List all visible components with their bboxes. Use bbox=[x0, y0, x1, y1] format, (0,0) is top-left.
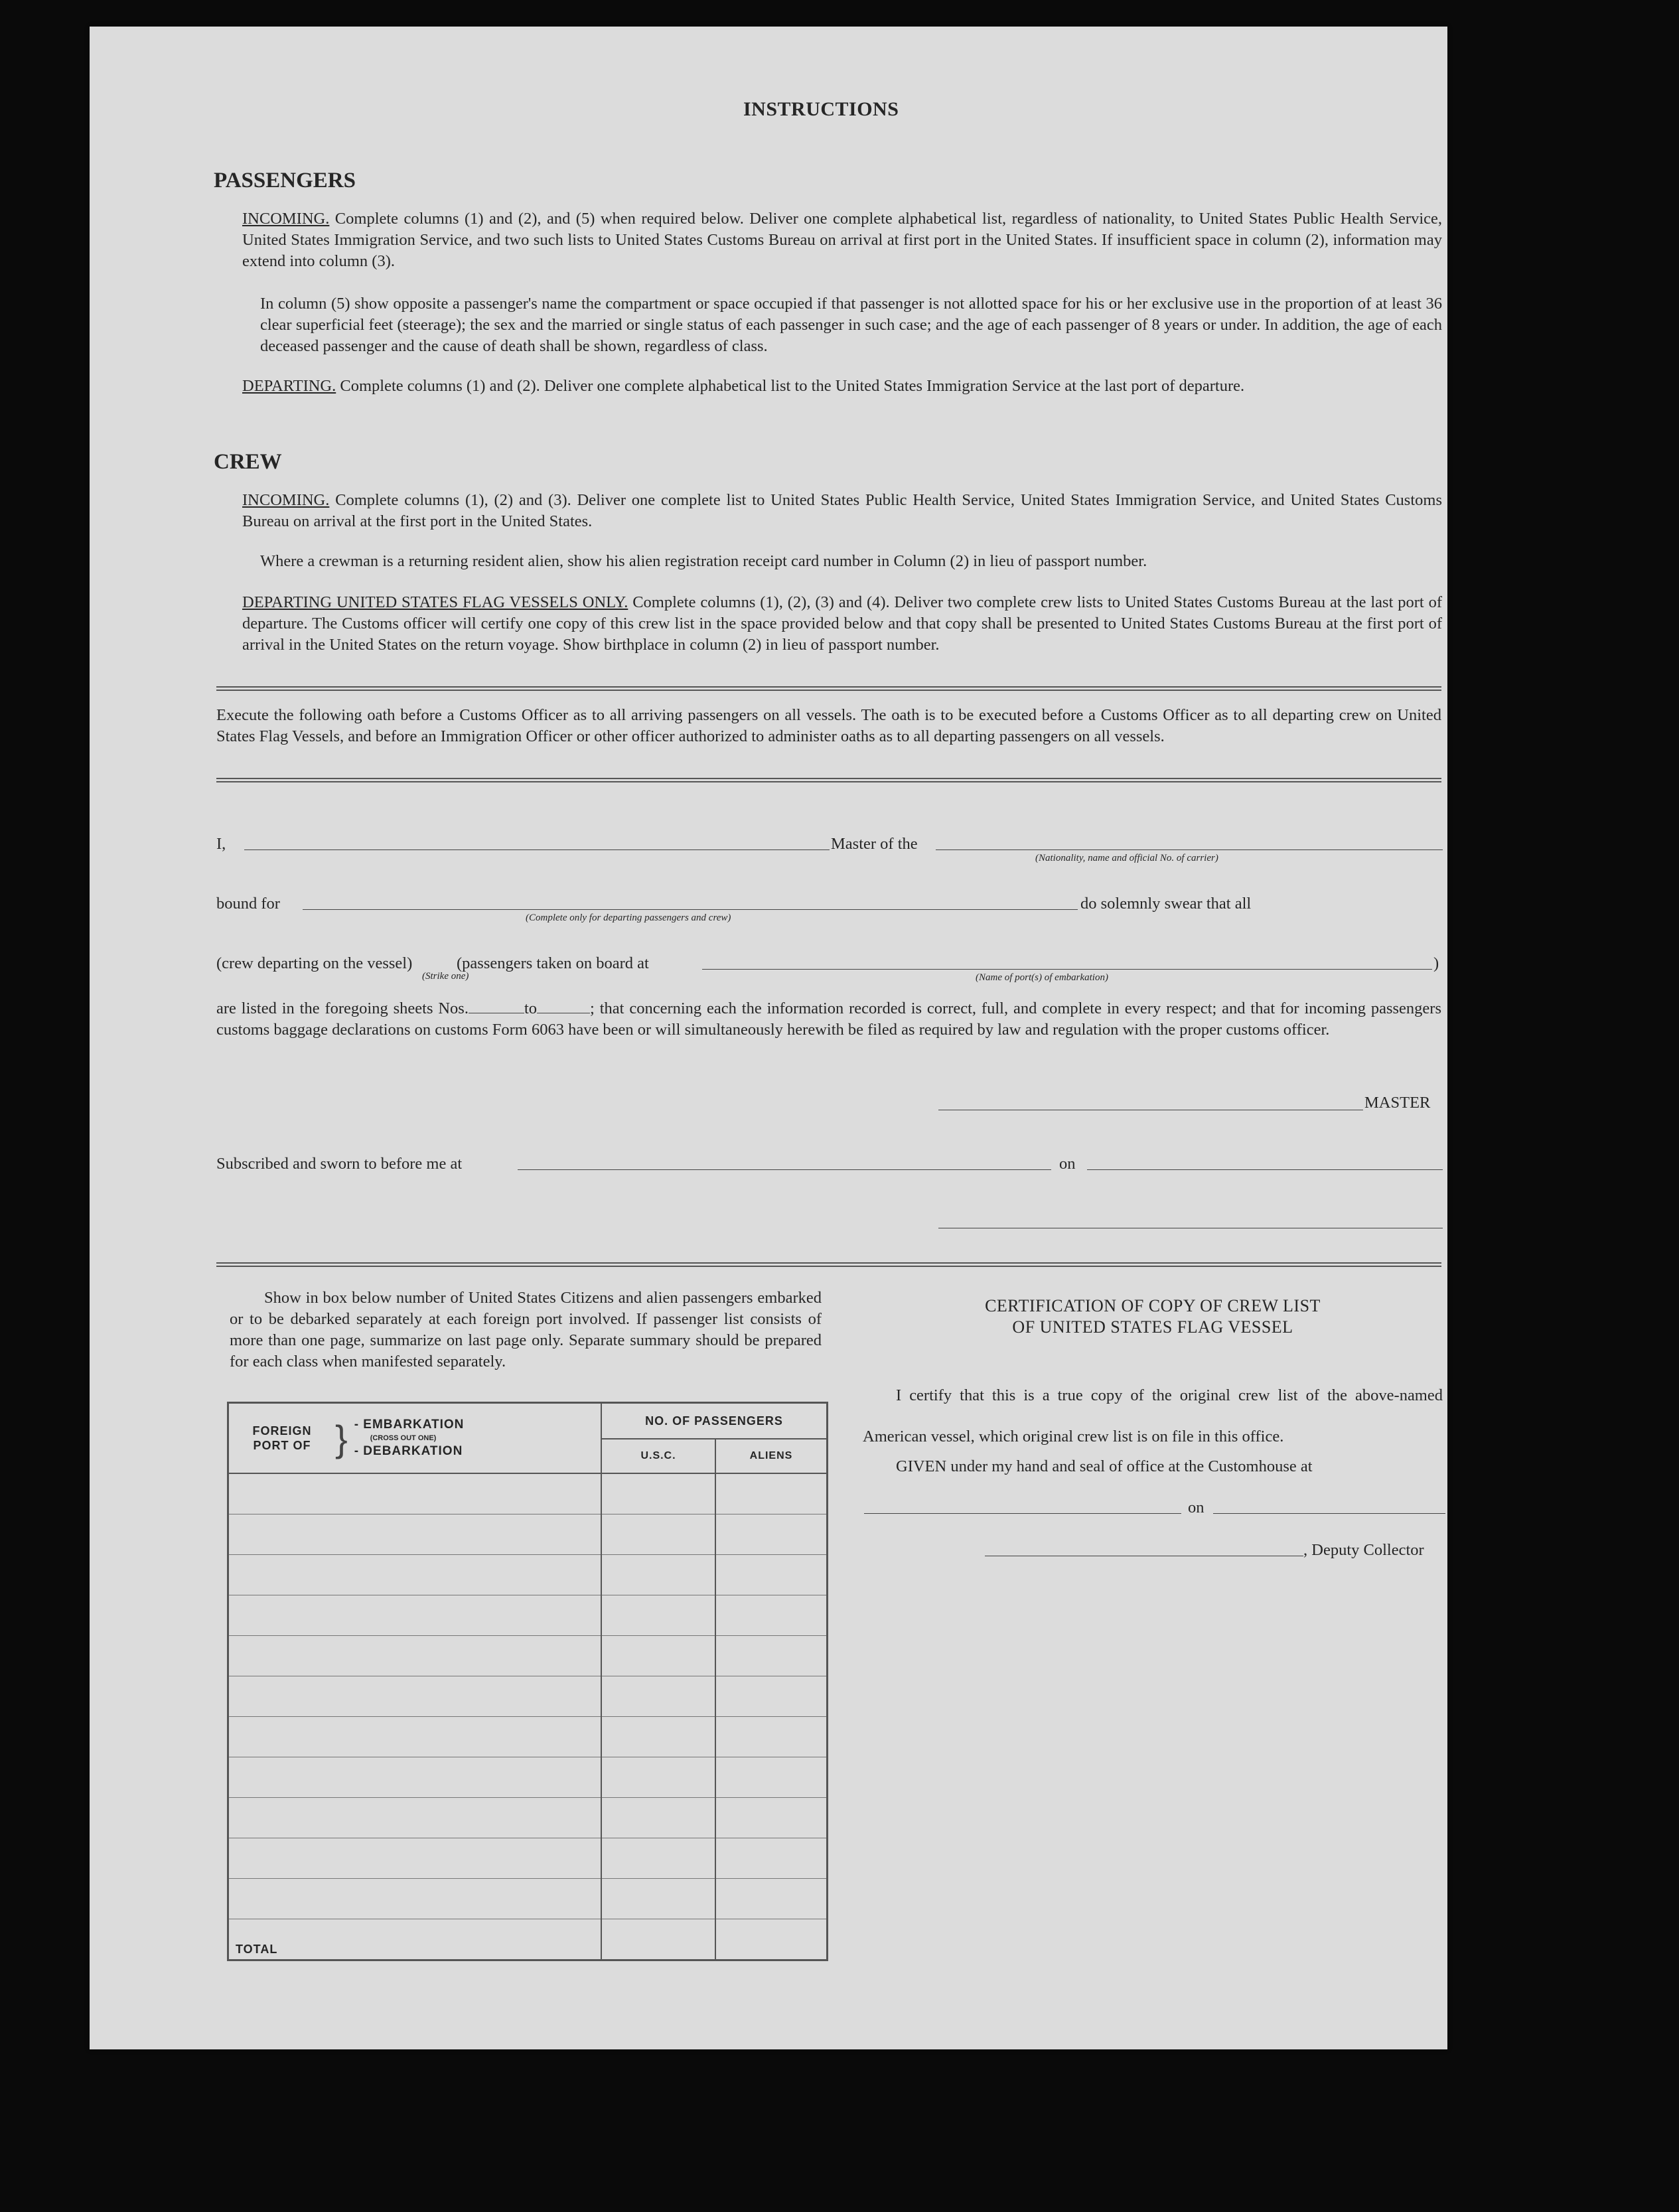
customhouse-field[interactable] bbox=[864, 1513, 1181, 1514]
aliens-cell[interactable] bbox=[715, 1473, 828, 1514]
port-cell[interactable] bbox=[228, 1838, 602, 1879]
cert-on-label: on bbox=[1188, 1499, 1204, 1516]
port-cell[interactable] bbox=[228, 1757, 602, 1798]
carrier-caption: (Nationality, name and official No. of carrier) bbox=[1035, 853, 1218, 863]
bound-for-label: bound for bbox=[216, 895, 280, 913]
port-cell[interactable] bbox=[228, 1514, 602, 1555]
crew-departing-option[interactable]: (crew departing on the vessel) bbox=[216, 954, 413, 972]
embarkation-port-field[interactable] bbox=[702, 969, 1432, 970]
brace-icon: } bbox=[335, 1417, 348, 1459]
swear-label: do solemnly swear that all bbox=[1080, 895, 1252, 913]
usc-cell[interactable] bbox=[601, 1595, 715, 1636]
aliens-cell[interactable] bbox=[715, 1555, 828, 1595]
listed-start: are listed in the foregoing sheets Nos. bbox=[216, 999, 469, 1017]
aliens-header: ALIENS bbox=[715, 1439, 828, 1473]
table-row bbox=[228, 1798, 828, 1838]
given-text: GIVEN under my hand and seal of office at the Customhouse at bbox=[896, 1457, 1313, 1475]
cert-date-field[interactable] bbox=[1213, 1513, 1445, 1514]
port-cell[interactable] bbox=[228, 1555, 602, 1595]
table-row bbox=[228, 1473, 828, 1514]
total-label: TOTAL bbox=[228, 1919, 602, 1960]
passengers-taken-option[interactable]: (passengers taken on board at bbox=[457, 954, 649, 972]
deputy-collector-label: , Deputy Collector bbox=[1303, 1541, 1424, 1559]
no-of-passengers-header: NO. OF PASSENGERS bbox=[601, 1403, 828, 1439]
aliens-cell[interactable] bbox=[715, 1595, 828, 1636]
page-title: INSTRUCTIONS bbox=[743, 98, 899, 120]
crew-incoming-text: Complete columns (1), (2) and (3). Deliver one complete list to United States Public Health Service, United States Immigration Service, and United States Customs Bureau on arrival at the first port in the United States. bbox=[242, 491, 1442, 530]
cross-out-one-label: (CROSS OUT ONE) bbox=[370, 1434, 437, 1442]
incoming-label: INCOMING. bbox=[242, 210, 330, 228]
table-row bbox=[228, 1757, 828, 1798]
port-cell[interactable] bbox=[228, 1676, 602, 1717]
aliens-cell[interactable] bbox=[715, 1757, 828, 1798]
port-cell[interactable] bbox=[228, 1798, 602, 1838]
total-aliens-cell[interactable] bbox=[715, 1919, 828, 1960]
listed-rest: ; that concerning each the information recorded is correct, full, and complete in every respect; and that for incoming passengers customs baggage declarations on customs Form 6063 have been or will simultaneously herewith be filed as required by law and regulation with the proper customs officer. bbox=[216, 999, 1441, 1039]
port-cell[interactable] bbox=[228, 1717, 602, 1757]
column5-paragraph: In column (5) show opposite a passenger's name the compartment or space occupied if that passenger is not allotted space for his or her exclusive use in the proportion of at least 36 clear superficial feet (steerage); the sex and the married or single status of each passenger in such case; and the age of each passenger of 8 years or under. In addition, the age of each deceased passenger and the cause of death shall be shown, regardless of class. bbox=[260, 295, 1442, 355]
aliens-cell[interactable] bbox=[715, 1798, 828, 1838]
passengers-departing-paragraph bbox=[242, 376, 1442, 397]
total-row bbox=[228, 1919, 828, 1960]
listed-paragraph bbox=[216, 998, 1441, 1041]
debarkation-label: - DEBARKATION bbox=[354, 1444, 463, 1458]
usc-cell[interactable] bbox=[601, 1757, 715, 1798]
certification-title-line2: OF UNITED STATES FLAG VESSEL bbox=[1012, 1317, 1293, 1337]
port-cell[interactable] bbox=[228, 1879, 602, 1919]
port-caption: (Name of port(s) of embarkation) bbox=[976, 972, 1108, 983]
port-cell[interactable] bbox=[228, 1473, 602, 1514]
bound-for-field[interactable] bbox=[303, 909, 1078, 910]
crew-incoming-paragraph bbox=[242, 490, 1442, 532]
summary-instructions: Show in box below number of United States Citizens and alien passengers embarked or to be debarked separately at each foreign port involved. If passenger list consists of more than one page, summarize on last page only. Separate summary should be prepared for each class when manifested separately. bbox=[230, 1289, 822, 1370]
bound-for-caption: (Complete only for departing passengers and crew) bbox=[526, 913, 731, 923]
usc-cell[interactable] bbox=[601, 1879, 715, 1919]
departing-label: DEPARTING. bbox=[242, 377, 336, 395]
certification-title-line1: CERTIFICATION OF COPY OF CREW LIST bbox=[985, 1296, 1321, 1315]
usc-cell[interactable] bbox=[601, 1838, 715, 1879]
table-row bbox=[228, 1514, 828, 1555]
embarkation-label: - EMBARKATION bbox=[354, 1418, 465, 1432]
usc-cell[interactable] bbox=[601, 1717, 715, 1757]
table-row bbox=[228, 1676, 828, 1717]
usc-cell[interactable] bbox=[601, 1798, 715, 1838]
aliens-cell[interactable] bbox=[715, 1676, 828, 1717]
aliens-cell[interactable] bbox=[715, 1879, 828, 1919]
crew-departing-label: DEPARTING UNITED STATES FLAG VESSELS ONLY. bbox=[242, 593, 628, 611]
double-rule bbox=[216, 686, 1441, 691]
table-row bbox=[228, 1838, 828, 1879]
close-paren: ) bbox=[1433, 954, 1439, 972]
usc-cell[interactable] bbox=[601, 1636, 715, 1676]
certification-text: I certify that this is a true copy of the original crew list of the above-named American vessel, which original crew list is on file in this office. bbox=[863, 1386, 1443, 1445]
crew-heading: CREW bbox=[214, 450, 282, 474]
usc-cell[interactable] bbox=[601, 1473, 715, 1514]
foreign-port-of-label: FOREIGN PORT OF bbox=[252, 1424, 312, 1452]
passenger-summary-table bbox=[227, 1402, 828, 1961]
double-rule bbox=[216, 1262, 1441, 1267]
to-label: to bbox=[524, 999, 538, 1017]
table-row bbox=[228, 1595, 828, 1636]
aliens-cell[interactable] bbox=[715, 1838, 828, 1879]
crew-departing-paragraph bbox=[242, 592, 1442, 656]
crew-incoming-label: INCOMING. bbox=[242, 491, 330, 509]
master-of-the-label: Master of the bbox=[831, 835, 918, 853]
carrier-field[interactable] bbox=[936, 849, 1443, 850]
port-cell[interactable] bbox=[228, 1595, 602, 1636]
crew-departing-text: Complete columns (1), (2), (3) and (4). Deliver two complete crew lists to United States Customs Bureau at the last port of departure. The Customs officer will certify one copy of this crew list in the space provided below and that copy shall be presented to United States Customs Bureau at the first port of arrival in the United States on the return voyage. Show birthplace in column (2) in lieu of passport number. bbox=[242, 593, 1443, 654]
on-label: on bbox=[1059, 1155, 1076, 1173]
table-row bbox=[228, 1555, 828, 1595]
subscribed-place-field[interactable] bbox=[518, 1169, 1051, 1170]
table-row bbox=[228, 1717, 828, 1757]
table-body bbox=[228, 1473, 828, 1919]
double-rule bbox=[216, 778, 1441, 782]
usc-cell[interactable] bbox=[601, 1514, 715, 1555]
master-name-field[interactable] bbox=[244, 849, 830, 850]
usc-header: U.S.C. bbox=[601, 1439, 715, 1473]
aliens-cell[interactable] bbox=[715, 1717, 828, 1757]
usc-cell[interactable] bbox=[601, 1676, 715, 1717]
incoming-text: Complete columns (1) and (2), and (5) when required below. Deliver one complete alphabetical list, regardless of nationality, to United States Public Health Service, United States Immigration Service, and two such lists to United States Customs Bureau on arrival at first port in the United States. If insufficient space in column (2), information may extend into column (3). bbox=[242, 210, 1443, 270]
oath-intro: Execute the following oath before a Customs Officer as to all arriving passengers on all vessels. The oath is to be executed before a Customs Officer as to all departing crew on United States Flag Vessels, and before an Immigration Officer or other officer authorized to administer oaths as to all departing passengers on all vessels. bbox=[216, 706, 1441, 745]
strike-one-caption: (Strike one) bbox=[422, 971, 469, 982]
aliens-cell[interactable] bbox=[715, 1636, 828, 1676]
passengers-incoming-paragraph bbox=[242, 208, 1442, 272]
aliens-cell[interactable] bbox=[715, 1514, 828, 1555]
table-row bbox=[228, 1879, 828, 1919]
subscribed-date-field[interactable] bbox=[1087, 1169, 1443, 1170]
subscribed-label: Subscribed and sworn to before me at bbox=[216, 1155, 463, 1173]
port-cell[interactable] bbox=[228, 1636, 602, 1676]
master-label: MASTER bbox=[1364, 1094, 1431, 1112]
departing-text: Complete columns (1) and (2). Deliver one complete alphabetical list to the United States Immigration Service at the last port of departure. bbox=[340, 377, 1245, 395]
total-usc-cell[interactable] bbox=[601, 1919, 715, 1960]
usc-cell[interactable] bbox=[601, 1555, 715, 1595]
table-header-row bbox=[228, 1403, 828, 1439]
port-header-cell bbox=[228, 1403, 602, 1474]
crew-resident-paragraph: Where a crewman is a returning resident alien, show his alien registration receipt card number in Column (2) in lieu of passport number. bbox=[260, 552, 1147, 570]
passengers-heading: PASSENGERS bbox=[214, 169, 356, 192]
certification-title bbox=[863, 1295, 1443, 1338]
oath-i-label: I, bbox=[216, 835, 226, 853]
table-row bbox=[228, 1636, 828, 1676]
